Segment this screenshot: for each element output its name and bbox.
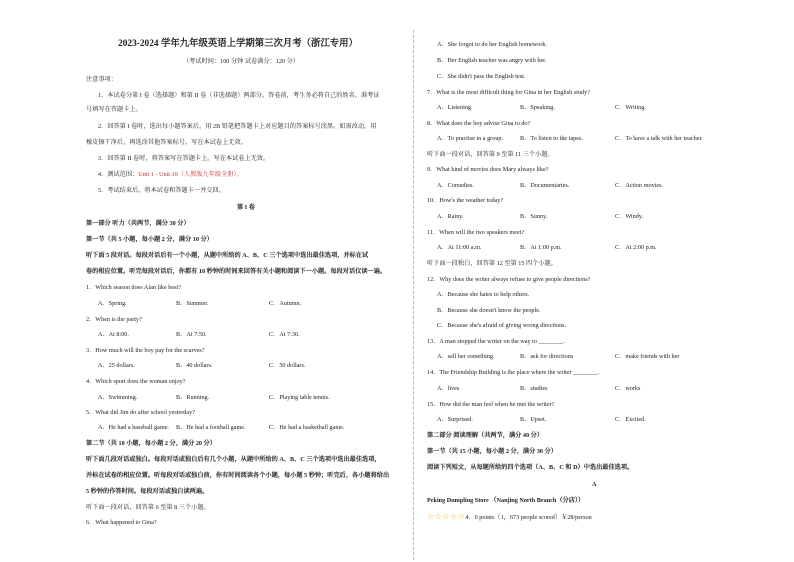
q14-option-c: C．works [615, 385, 641, 392]
rating-text: 4．0 points（1，673 people scored）￥28/person [465, 514, 592, 521]
q11-option-a: A．At 11:00 a.m. [437, 244, 482, 251]
q11-option-c: C．At 2:00 p.m. [615, 244, 657, 251]
q1-option-c: C．Autumn. [269, 300, 302, 307]
section2-instr-2: 并标在试卷的相应位置。听每段对话或独白前，你有时间阅读各个小题，每小题 5 秒钟；听完后，各小题将给出 [86, 472, 390, 479]
q2-option-a: A．At 8:00. [98, 331, 129, 338]
note-1-cont: 号填写在答题卡上。 [86, 106, 142, 113]
q10-option-b: B．Sunny. [520, 213, 548, 220]
section1-instr-2: 卷的相应位置。听完每段对话后，你都有 10 秒钟的时间来回答有关小题和阅读下一小题。每段对话仅读一遍。 [86, 268, 387, 275]
q3-option-a: A．25 dollars. [98, 362, 135, 369]
q1-option-b: B．Summer. [176, 300, 209, 307]
part2-heading: 第二部分 阅读理解（共两节，满分 40 分） [427, 432, 544, 439]
q13-option-a: A．sell her something [437, 353, 494, 360]
question-10: 10．How's the weather today? [427, 197, 504, 204]
notice-heading: 注意事项： [86, 76, 117, 83]
q8-option-c: C．To have a talk with her teacher. [615, 135, 703, 142]
q11-option-b: B．At 1:00 p.m. [520, 244, 562, 251]
q9-option-a: A．Comedies. [437, 182, 474, 189]
question-6: 6．What happened to Gina? [86, 519, 157, 526]
q15-option-b: B．Upset. [520, 416, 547, 423]
q13-option-b: B．ask for directions [520, 353, 574, 360]
q7-option-b: B．Speaking. [520, 104, 555, 111]
test-scope: Unit 1 - Unit 10（人教版九年级全册）。 [138, 171, 243, 178]
question-9: 9．What kind of movies does Mary always like? [427, 166, 549, 173]
note-2-cont: 橡皮擦干净后，再选涂其他答案标号。写在本试卷上无效。 [86, 139, 247, 146]
section1-heading: 第一节（共 5 小题，每小题 2 分，满分 10 分） [86, 236, 213, 243]
note-2: 2．回答第 I 卷时，选出每小题答案后，用 2B 铅笔把答题卡上对应题目的答案标号涂黑。如需改动，用 [98, 123, 377, 130]
q3-option-b: B．40 dollars. [176, 362, 213, 369]
q13-option-c: C．make friends with her [615, 353, 680, 360]
question-11: 11．When will the two speakers meet? [427, 229, 525, 236]
section2-instr-1: 听下面几段对话或独白。每段对话或独白后有几个小题，从题中所给的 A、B、C 三个选项中选出最佳选项， [86, 456, 381, 463]
rating-stars-icon: ☆☆☆☆☆ [427, 512, 466, 521]
q6-option-b: B．Her English teacher was angry with her. [437, 57, 547, 64]
q15-option-c: C．Excited. [615, 416, 646, 423]
q7-option-a: A．Listening. [437, 104, 473, 111]
q14-option-a: A．lives [437, 385, 460, 392]
question-15: 15．How did the man feel when he met the writer? [427, 401, 555, 408]
q7-option-c: C．Writing. [615, 104, 646, 111]
q10-option-a: A．Rainy. [437, 213, 464, 220]
passage-label: A [592, 481, 597, 488]
listening-prompt-3: 听下面一段独白，回答第 12 至第 15 四个小题。 [427, 260, 557, 267]
q9-option-c: C．Action movies. [615, 182, 664, 189]
q4-option-c: C．Playing table tennis. [269, 394, 330, 401]
note-3: 3．回答第 II 卷时，将答案写在答题卡上。写在本试卷上无效。 [98, 155, 270, 162]
q2-option-c: C．At 7:30. [269, 331, 300, 338]
exam-subtitle: （考试时间：100 分钟 试卷满分：120 分） [183, 58, 300, 65]
q10-option-c: C．Windy. [615, 213, 644, 220]
note-1: 1．本试卷分第 I 卷（选择题）和第 II 卷（非选择题）两部分。答卷前，考生务必将自己的姓名、准考证 [98, 92, 380, 99]
q4-option-b: B．Running. [176, 394, 210, 401]
question-13: 13．A man stopped the writer on the way to ________. [427, 338, 565, 345]
column-divider [413, 30, 414, 560]
q12-option-a: A．Because she hates to help others. [437, 291, 530, 298]
section2-heading: 第二节（共 10 小题，每小题 2 分，满分 20 分） [86, 440, 216, 447]
q12-option-c: C．Because she's afraid of giving wrong directions. [437, 322, 567, 329]
note-4 [98, 171, 243, 179]
q5-option-c: C．He had a basketball game. [269, 424, 345, 431]
question-4: 4．Which sport does the woman enjoy? [86, 378, 186, 385]
note-5: 5．考试结束后，将本试卷和答题卡一并交回。 [98, 187, 225, 194]
listening-prompt-1: 听下面一段对话，回答第 6 至第 8 三个小题。 [86, 504, 210, 511]
q6-option-a: A．She forgot to do her English homework. [437, 41, 548, 48]
question-12: 12．Why does the writer always refuse to give people directions? [427, 276, 591, 283]
part1-heading: 第一部分 听力（共两节，满分 30 分） [86, 220, 190, 227]
question-3: 3．How much will the boy pay for the scarves? [86, 347, 205, 354]
volume-heading: 第 I 卷 [237, 204, 255, 211]
question-7: 7．What is the most difficult thing for Gina in her English study? [427, 89, 590, 96]
q5-option-b: B．He had a football game. [176, 424, 246, 431]
question-8: 8．What does the boy advise Gina to do? [427, 120, 531, 127]
question-1: 1．Which season does Alan like best? [86, 284, 182, 291]
q3-option-c: C．50 dollars. [269, 362, 306, 369]
q5-option-a: A．He had a baseball game. [98, 424, 169, 431]
q4-option-a: A．Swimming. [98, 394, 138, 401]
section2-instr-3: 5 秒钟的作答时间。每段对话或独白读两遍。 [86, 488, 209, 495]
listening-prompt-2: 听下面一段对话，回答第 9 至第 11 三个小题。 [427, 151, 554, 158]
q8-option-a: A．To practise in a group. [437, 135, 504, 142]
store-name: Peking Dumpling Store （Nanjing North Branch（分店）） [427, 497, 585, 504]
section1-instr-1: 听下面 5 段对话。每段对话后有一个小题，从题中所给的 A、B、C 三个选项中选出最佳选项，并标在试 [86, 252, 369, 259]
q6-option-c: C．She didn't pass the English test. [437, 73, 526, 80]
q1-option-a: A．Spring. [98, 300, 127, 307]
question-5: 5．What did Jim do after school yesterday? [86, 409, 195, 416]
q12-option-b: B．Because she doesn't know the people. [437, 307, 541, 314]
q15-option-a: A．Surprised. [437, 416, 473, 423]
question-14: 14．The Friendship Building is the place where the writer ________. [427, 369, 600, 376]
q2-option-b: B．At 7:50. [176, 331, 207, 338]
store-rating [427, 513, 592, 522]
exam-title: 2023-2024 学年九年级英语上学期第三次月考（浙江专用） [118, 39, 358, 49]
question-2: 2．When is the party? [86, 316, 142, 323]
section3-heading: 第一节（共 15 小题，每小题 2 分，满分 30 分） [427, 448, 557, 455]
reading-instructions: 阅读下列短文，从每题所给的四个选项（A、B、C 和 D）中选出最佳选项。 [427, 464, 634, 471]
q8-option-b: B．To listen to the tapes. [520, 135, 583, 142]
q9-option-b: B．Documentaries. [520, 182, 570, 189]
note-4-label: 4．测试范围： [98, 171, 139, 178]
q14-option-b: B．studies [520, 385, 548, 392]
